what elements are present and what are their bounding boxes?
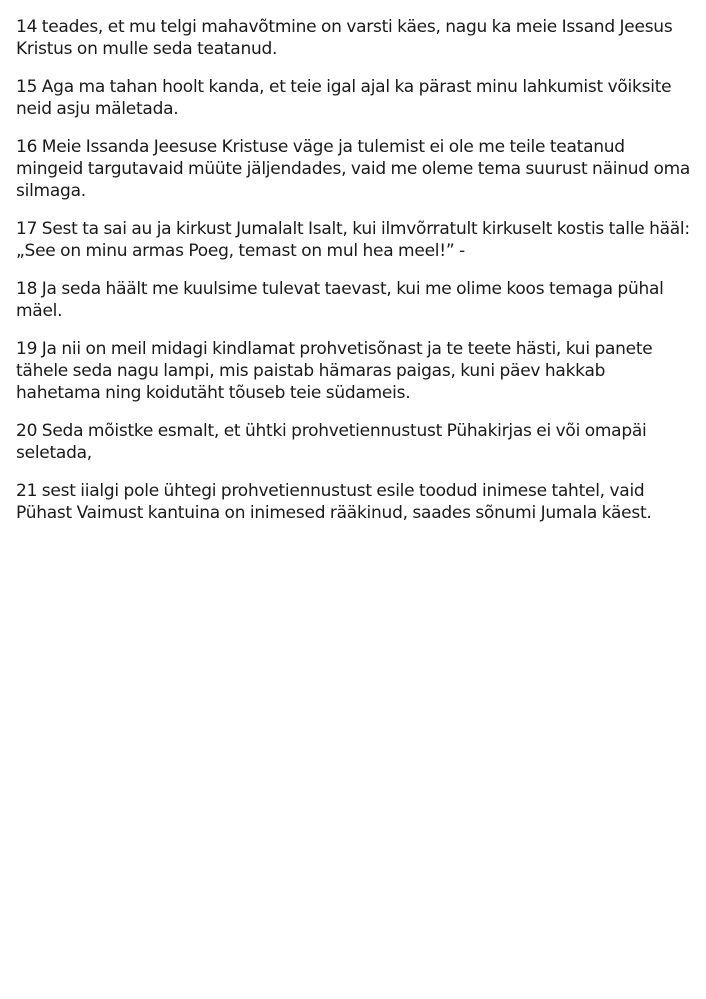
verse-15: 15 Aga ma tahan hoolt kanda, et teie igal ajal ka pärast minu lahkumist võiksite neid asju mäletada.	[16, 77, 672, 119]
verse-16: 16 Meie Issanda Jeesuse Kristuse väge ja tulemist ei ole me teile teatanud mingeid targutavaid müüte jäljendades, vaid me oleme tema suurust näinud oma silmaga.	[16, 137, 691, 201]
verse-18: 18 Ja seda häält me kuulsime tulevat taevast, kui me olime koos temaga pühal mäel.	[16, 279, 664, 321]
verse-17: 17 Sest ta sai au ja kirkust Jumalalt Isalt, kui ilmvõrratult kirkuselt kostis talle hääl: „See on minu armas Poeg, temast on mul hea meel!” -	[16, 219, 690, 261]
verse-19: 19 Ja nii on meil midagi kindlamat prohvetisõnast ja te teete hästi, kui panete tähele seda nagu lampi, mis paistab hämaras paigas, kuni päev hakkab hahetama ning koidutäht tõuseb teie südameis.	[16, 339, 653, 403]
document-body	[16, 16, 692, 540]
verse-20: 20 Seda mõistke esmalt, et ühtki prohvetiennustust Pühakirjas ei või omapäi seletada,	[16, 421, 647, 463]
verse-21: 21 sest iialgi pole ühtegi prohvetiennustust esile toodud inimese tahtel, vaid Pühast Vaimust kantuina on inimesed rääkinud, saades sõnumi Jumala käest.	[16, 481, 652, 523]
verse-14: 14 teades, et mu telgi mahavõtmine on varsti käes, nagu ka meie Issand Jeesus Kristus on mulle seda teatanud.	[16, 17, 673, 59]
